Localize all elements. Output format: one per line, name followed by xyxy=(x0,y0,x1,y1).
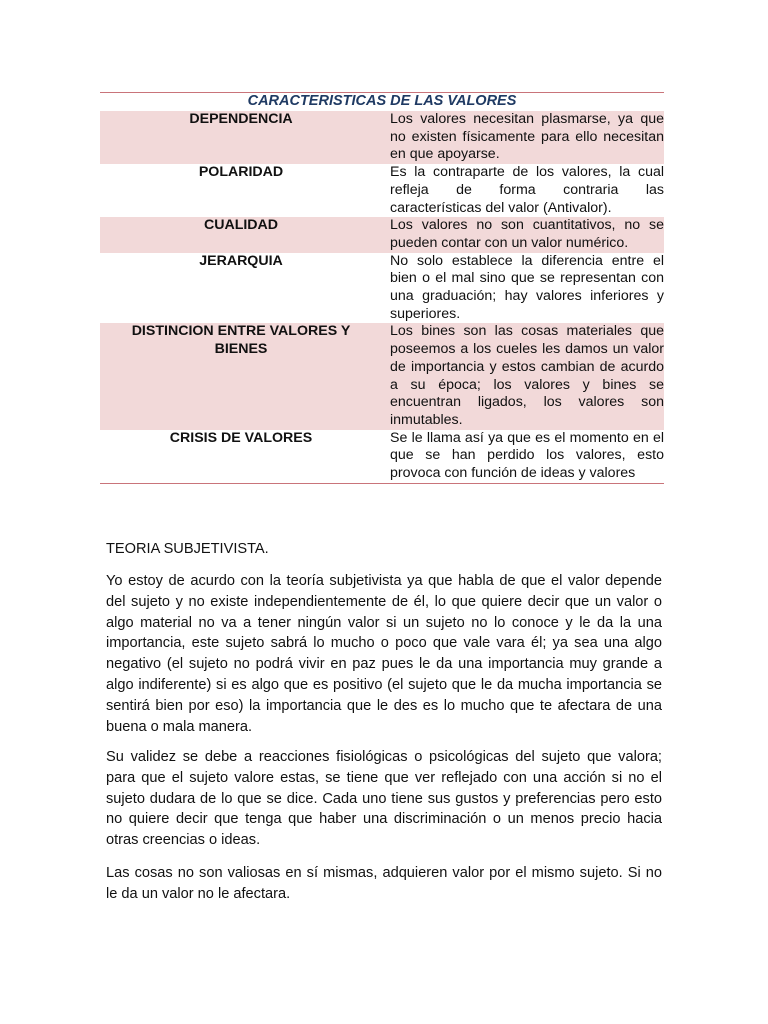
description-cell: No solo establece la diferencia entre el bien o el mal sino que se representan con una graduación; hay valores inferiores y superiores. xyxy=(390,252,664,322)
table-row xyxy=(100,253,664,324)
term-cell: CUALIDAD xyxy=(100,217,382,252)
body-paragraph: Las cosas no son valiosas en sí mismas, adquieren valor por el mismo sujeto. Si no le da un valor no le afectara. xyxy=(106,865,662,902)
term-cell: CRISIS DE VALORES xyxy=(100,430,382,484)
table-row xyxy=(100,323,664,429)
term-cell: DEPENDENCIA xyxy=(100,111,382,164)
table-row xyxy=(100,430,664,484)
description-cell: Es la contraparte de los valores, la cual refleja de forma contraria las características del valor (Antivalor). xyxy=(390,164,664,216)
term-cell: JERARQUIA xyxy=(199,252,283,269)
values-characteristics-table xyxy=(100,92,664,484)
section-heading: TEORIA SUBJETIVISTA. xyxy=(106,541,269,557)
table-row xyxy=(100,111,664,164)
term-cell: DISTINCION ENTRE VALORES Y BIENES xyxy=(100,323,382,429)
body-paragraph: Su validez se debe a reacciones fisiológicas o psicológicas del sujeto que valora; para que el sujeto valore estas, se tiene que ver reflejado con una acción si no el sujeto dudara de lo que se dice. Cada uno tiene sus gustos y preferencias pero esto no quiere decir que tenga que haber una discriminación o un menos precio hacia otras creencias o ideas. xyxy=(106,749,662,849)
term-cell: POLARIDAD xyxy=(198,164,284,181)
table-title: CARACTERISTICAS DE LAS VALORES xyxy=(100,93,664,112)
description-cell: Los valores necesitan plasmarse, ya que no existen físicamente para ello necesitan en que apoyarse. xyxy=(382,111,664,164)
table-row xyxy=(100,217,664,252)
table-row xyxy=(100,164,664,217)
description-cell: Los bines son las cosas materiales que poseemos a los cueles les damos un valor de importancia y estos cambian de acurdo a su época; los valores y bines se encuentran ligados, los valores son inmutables. xyxy=(382,323,664,429)
description-cell: Los valores no son cuantitativos, no se pueden contar con un valor numérico. xyxy=(382,217,664,252)
body-paragraph: Yo estoy de acurdo con la teoría subjetivista ya que habla de que el valor depende del sujeto y no existe independientemente de él, lo que quiere decir que un valor o algo material no va a tener ningún valor si un sujeto no lo conoce y le da la una importancia, este sujeto sabrá lo mucho o poco que vale vara él; ya sea una algo negativo (el sujeto no podrá vivir en paz pues le da una importancia muy grande a algo indiferente) si es algo que es positivo (el sujeto que le da mucha importancia se sentirá bien por eso) la importancia que le des es lo mucho que te afectara de una buena o mala manera. xyxy=(106,573,662,735)
description-cell: Se le llama así ya que es el momento en el que se han perdido los valores, esto provoca con función de ideas y valores xyxy=(382,430,664,484)
